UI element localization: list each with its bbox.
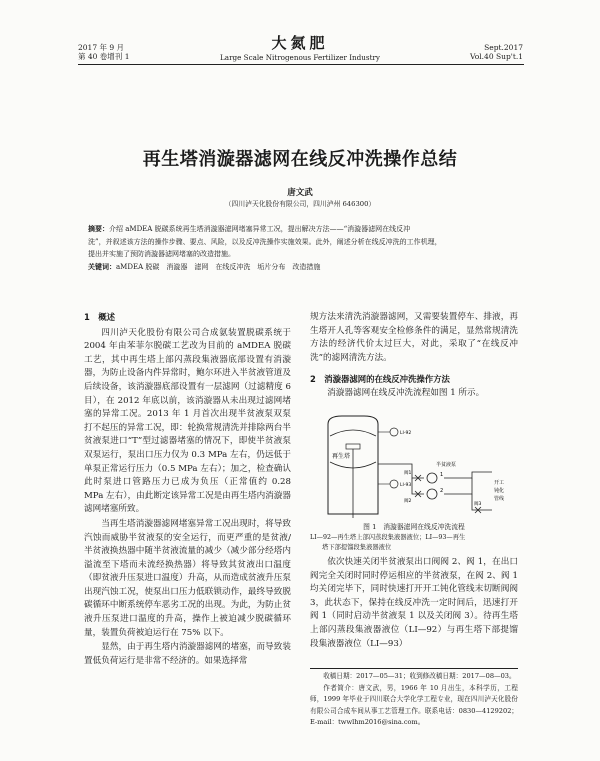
paragraph-steps: 依次快速关闭半贫液泵出口阀阀 2、阀 1，在出口阀完全关闭时同时停运相应的半贫液泵，在阀 2、阀 1 均关闭完毕下，同时快速打开开工钝化管线末切断阀阀 3，此状态下，保持在线反冲洗一定时间后，迅速打开阀 1（同时启动半贫液泵 1 以及关闭阀 3）。待再生塔上部闪蒸段集液器液位（LI—92）与再生塔下部提馏段集液器液位（LI—93） <box>310 557 518 649</box>
footnote-rule <box>310 668 518 669</box>
paragraph-2: 当再生塔消漩器滤网堵塞异常工况出现时，将导致汽蚀而威胁半贫液泵的安全运行，而更严重的是贫液/半贫液换热器中随半贫液流量的减少（减少部分经塔内溢流至下塔而未流经换热器）将导致其贫液出口温度（即贫液升压泵进口温度）升高，从而造成贫液升压泵出现汽蚀工况，使泵出口压力低联锁动作，最终导致脱碳循环中断系统停车恶劣工况的出现。为此，为防止贫液升压泵进口温度的升高，操作上被迫减少脱碳循环量，装置负荷被迫运行在 75% 以下。 <box>84 518 291 638</box>
article-author: 唐文武 <box>287 188 313 198</box>
section-1-heading: 1 概述 <box>84 312 115 322</box>
keywords <box>88 261 516 274</box>
pump-1-symbol <box>427 473 437 483</box>
header-right <box>470 43 523 61</box>
vortex-breaker-shape <box>346 444 360 449</box>
tower-label: 再生塔 <box>332 453 351 460</box>
startup-pipe-label-3: 管线 <box>494 496 505 502</box>
pump-2-symbol <box>427 489 437 499</box>
journal-logo: 大氮肥 <box>271 34 329 52</box>
figure-note-1: LI—92—再生塔上部闪蒸段集液器液位；LI—93—再生 <box>310 533 466 541</box>
paragraph-3: 显然，由于再生塔内消漩器滤网的堵塞，而导致装置低负荷运行是非常不经济的。如果选择常 <box>84 642 291 666</box>
keywords-list: aMDEA 脱碳 消漩器 滤网 在线反冲洗 垢片分布 改造措施 <box>116 262 321 271</box>
issue-date-cn: 2017 年 9 月 <box>78 43 125 52</box>
paragraph-1: 四川泸天化股份有限公司合成氨装置脱碳系统于 2004 年由苯菲尔脱碳工艺改为目前的 aMDEA 脱碳工艺，其中再生塔上部闪蒸段集液器底部设置有消漩器，为防止设备内件异常时，鲍尔环进入半贫液管道及后续设备，该消漩器底部设置有一层滤网（过滤精度 6 目），在 2012 年底以前，该消漩器从未出现过滤网堵塞的异常工况。2013 年 1 月首次出现半贫液泵双泵打不起压的异常工况，即：轮换常规清洗并排除两台半贫液泵进口“T”型过滤器堵塞的情况下，即使半贫液泵双泵运行，泵出口压力仅为 0.3 MPa 左右，仍远低于单泵正常运行压力（0.5 MPa 左右）；加之，检查确认此时泵进口管路压力已成为负压（正常值约 0.28 MPa 左右），由此断定该异常工况是由再生塔内消漩器滤网堵塞所致。 <box>84 327 291 515</box>
footnote <box>310 671 518 729</box>
startup-pipe-label-1: 开工 <box>494 480 505 486</box>
level-indicator-li93-symbol <box>390 480 398 488</box>
keywords-label: 关键词： <box>88 261 116 271</box>
abstract-label: 摘要： <box>88 224 109 233</box>
pump-1-label: 1 <box>440 472 444 478</box>
left-column <box>84 311 291 668</box>
issue-date-en: Sept.2017 <box>484 43 523 52</box>
figure-1-flow-diagram <box>312 414 518 520</box>
valve-1-label: 阀1 <box>404 471 412 476</box>
article-title: 再生塔消漩器滤网在线反冲洗操作总结 <box>142 149 458 170</box>
header-rule <box>78 64 524 65</box>
abstract-line-1: 摘要：介绍 aMDEA 脱碳系统再生塔消漩器滤网堵塞异常工况，提出解决方法——“消漩器滤网在线反冲 <box>88 224 411 233</box>
journal-name-en: Large Scale Nitrogenous Fertilizer Industry <box>220 53 380 62</box>
issue-volume-cn: 第 40 卷增刊 1 <box>78 52 130 61</box>
right-column-top <box>310 311 518 401</box>
section-2-heading: 2 消漩器滤网的在线反冲洗操作方法 <box>310 374 450 385</box>
figure-intro: 消漩器滤网在线反冲洗流程如图 1 所示。 <box>327 387 485 398</box>
figure-note-2: 塔下部提馏段集液器液位 <box>322 543 392 551</box>
abstract-line-3: 提出并实施了预防消漩器滤网堵塞的改造措施。 <box>88 250 235 258</box>
li93-label: LI-93 <box>400 483 412 488</box>
footnote-received: 收稿日期：2017—05—31；收到修改稿日期：2017—08—03。 <box>323 672 516 680</box>
abstract <box>88 223 516 273</box>
startup-pipe-label-2: 钝化 <box>494 488 505 494</box>
abstract-line-2: 洗”，并叙述该方法的操作步骤、要点、风险，以及反冲洗操作实施效果。此外，阐述分析在线反冲洗的工作机理， <box>88 237 442 246</box>
right-column-bottom <box>310 556 518 651</box>
level-indicator-li92-symbol <box>390 428 398 436</box>
footnote-author-info: 作者简介：唐文武，男，1966 年 10 月出生，本科学历，工程师，1999 年毕业于四川联合大学化学工程专业，现在四川泸天化股份有限公司合成车间从事工艺管理工作。联系电话：0830—4129202；E-mail：twwlhm2016@sina.com。 <box>310 683 518 726</box>
li92-label: LI-92 <box>400 431 412 436</box>
issue-volume-en: Vol.40 Sup't.1 <box>470 52 523 61</box>
valve-2-label: 阀2 <box>404 499 412 504</box>
figure-1-caption: 图 1 消漩器滤网在线反冲洗流程 <box>363 523 465 531</box>
collector-tray-shape <box>330 430 376 436</box>
article-affiliation: （四川泸天化股份有限公司，四川泸州 646300） <box>224 200 376 208</box>
paragraph-continued: 规方法来清洗消漩器滤网，又需要装置停车、排液，再生塔开人孔等客观安全检修条件的满足，显然常规清洗方法的经济代价太过巨大，对此，采取了“在线反冲洗”的滤网清洗方法。 <box>310 312 518 363</box>
figure-caption-block <box>310 522 518 553</box>
pump-2-label: 2 <box>440 488 444 494</box>
valve-3-label: 阀3 <box>474 502 482 507</box>
semi-lean-pump-label: 半贫液泵 <box>436 462 457 468</box>
